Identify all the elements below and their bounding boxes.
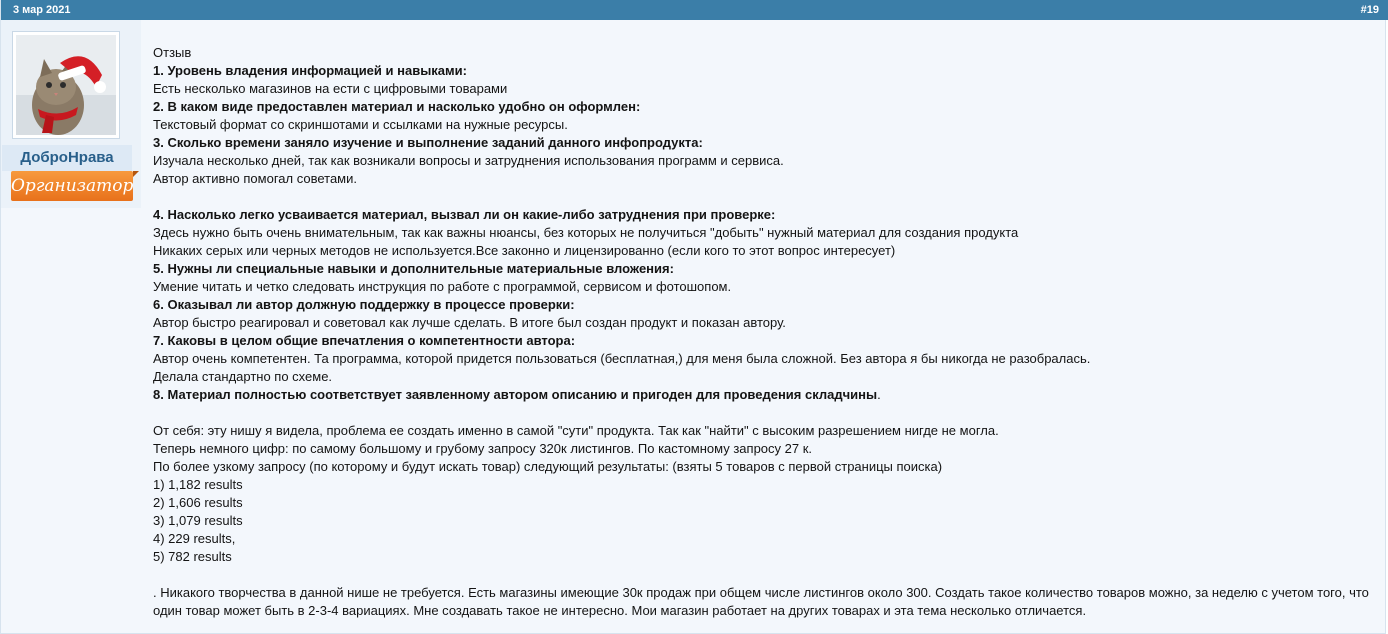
result-item: 5) 782 results xyxy=(153,549,232,564)
question-1: 1. Уровень владения информацией и навыками: xyxy=(153,63,467,78)
answer-4-line-1: Здесь нужно быть очень внимательным, так как важны нюансы, без которых не получиться "добыть" нужный материал для создания продукта xyxy=(153,225,1019,240)
post-date[interactable]: 3 мар 2021 xyxy=(13,4,71,16)
answer-3-line-2: Автор активно помогал советами. xyxy=(153,171,357,186)
result-item: 2) 1,606 results xyxy=(153,495,243,510)
own-opinion-line-2: Теперь немного цифр: по самому большому и грубому запросу 320к листингов. По кастомному запросу 27 к. xyxy=(153,441,813,456)
result-item: 3) 1,079 results xyxy=(153,513,243,528)
question-7: 7. Каковы в целом общие впечатления о компетентности автора: xyxy=(153,333,576,348)
answer-7-line-2: Делала стандартно по схеме. xyxy=(153,369,333,384)
post-message xyxy=(153,44,1377,620)
question-8-line xyxy=(153,386,1377,404)
answer-6: Автор быстро реагировал и советовал как лучше сделать. В итоге был создан продукт и показан автору. xyxy=(153,315,786,330)
question-6: 6. Оказывал ли автор должную поддержку в процессе проверки: xyxy=(153,297,575,312)
username-box xyxy=(2,145,132,171)
own-opinion-line-3: По более узкому запросу (по которому и будут искать товар) следующий результаты: (взяты 5 товаров с первой страницы поиска) xyxy=(153,459,943,474)
final-line-2: один товар может быть в 2-3-4 вариациях. Мне создавать такое не интересно. Мои магазин работает на других товарах и эта тема несколько отличается. xyxy=(153,603,1087,618)
avatar[interactable] xyxy=(12,31,120,139)
answer-2: Текстовый формат со скриншотами и ссылками на нужные ресурсы. xyxy=(153,117,568,132)
cat-avatar-icon xyxy=(16,35,116,135)
role-badge: Организатор xyxy=(11,171,133,201)
result-item: 1) 1,182 results xyxy=(153,477,243,492)
question-8-tail: . xyxy=(877,387,881,402)
answer-4-line-2: Никаких серых или черных методов не используется.Все законно и лицензированно (если кого то этот вопрос интересует) xyxy=(153,243,896,258)
answer-3-line-1: Изучала несколько дней, так как возникали вопросы и затруднения использования программ и сервиса. xyxy=(153,153,784,168)
final-line-1: . Никакого творчества в данной нише не требуется. Есть магазины имеющие 30к продаж при общем числе листингов около 300. Создать такое количество товаров можно, за неделю с учетом того, что xyxy=(153,585,1369,600)
answer-5: Умение читать и четко следовать инструкция по работе с программой, сервисом и фотошопом. xyxy=(153,279,732,294)
user-panel xyxy=(1,20,141,208)
question-8: 8. Материал полностью соответствует заявленному автором описанию и пригоден для проведения складчины xyxy=(153,387,878,402)
message-heading: Отзыв xyxy=(153,45,192,60)
question-5: 5. Нужны ли специальные навыки и дополнительные материальные вложения: xyxy=(153,261,674,276)
post-header xyxy=(1,0,1388,20)
username[interactable]: ДоброНрава xyxy=(20,149,114,166)
answer-1: Есть несколько магазинов на ести с цифровыми товарами xyxy=(153,81,508,96)
answer-7-line-1: Автор очень компетентен. Та программа, которой придется пользоваться (бесплатная,) для меня была сложной. Без автора я бы никогда не разобралась. xyxy=(153,351,1091,366)
question-2: 2. В каком виде предоставлен материал и насколько удобно он оформлен: xyxy=(153,99,641,114)
own-opinion-line-1: От себя: эту нишу я видела, проблема ее создать именно в самой "сути" продукта. Так как "найти" с высоким разрешением нигде не могла. xyxy=(153,423,999,438)
result-item: 4) 229 results, xyxy=(153,531,236,546)
question-4: 4. Насколько легко усваивается материал, вызвал ли он какие-либо затруднения при проверке: xyxy=(153,207,776,222)
post-permalink[interactable]: #19 xyxy=(1360,4,1379,16)
question-3: 3. Сколько времени заняло изучение и выполнение заданий данного инфопродукта: xyxy=(153,135,703,150)
